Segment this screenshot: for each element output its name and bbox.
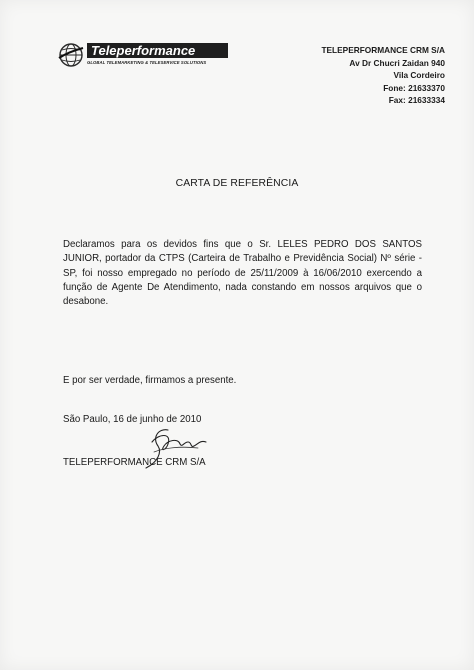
signatory-company: TELEPERFORMANCE CRM S/A (63, 457, 206, 468)
address-fax: Fax: 21633334 (388, 95, 445, 106)
place-date: São Paulo, 16 de junho de 2010 (63, 414, 202, 425)
logo-tagline: GLOBAL TELEMARKETING & TELESERVICE SOLUTIONS (87, 60, 207, 65)
letter-title: CARTA DE REFERÊNCIA (175, 178, 299, 189)
letter-body: Declaramos para os devidos fins que o Sr. LELES PEDRO DOS SANTOS JUNIOR, portador da CTPS (Carteira de Trabalho e Previdência Social) Nº série - SP, foi nosso empregado no período de 25/11/2009 à 16/06/2010 exercendo a função de Agente De Atendimento, nada constando em nossos arquivos que o desabone. (63, 239, 422, 308)
globe-icon (58, 42, 84, 68)
company-logo (58, 40, 228, 70)
logo-brand-name: Teleperformance (87, 43, 228, 58)
address-district: Vila Cordeiro (393, 70, 445, 81)
address-company: TELEPERFORMANCE CRM S/A (321, 45, 445, 55)
address-phone: Fone: 21633370 (383, 82, 445, 93)
company-address (321, 44, 445, 107)
address-street: Av Dr Chucri Zaidan 940 (349, 57, 445, 68)
letter-closing: E por ser verdade, firmamos a presente. (63, 375, 237, 386)
